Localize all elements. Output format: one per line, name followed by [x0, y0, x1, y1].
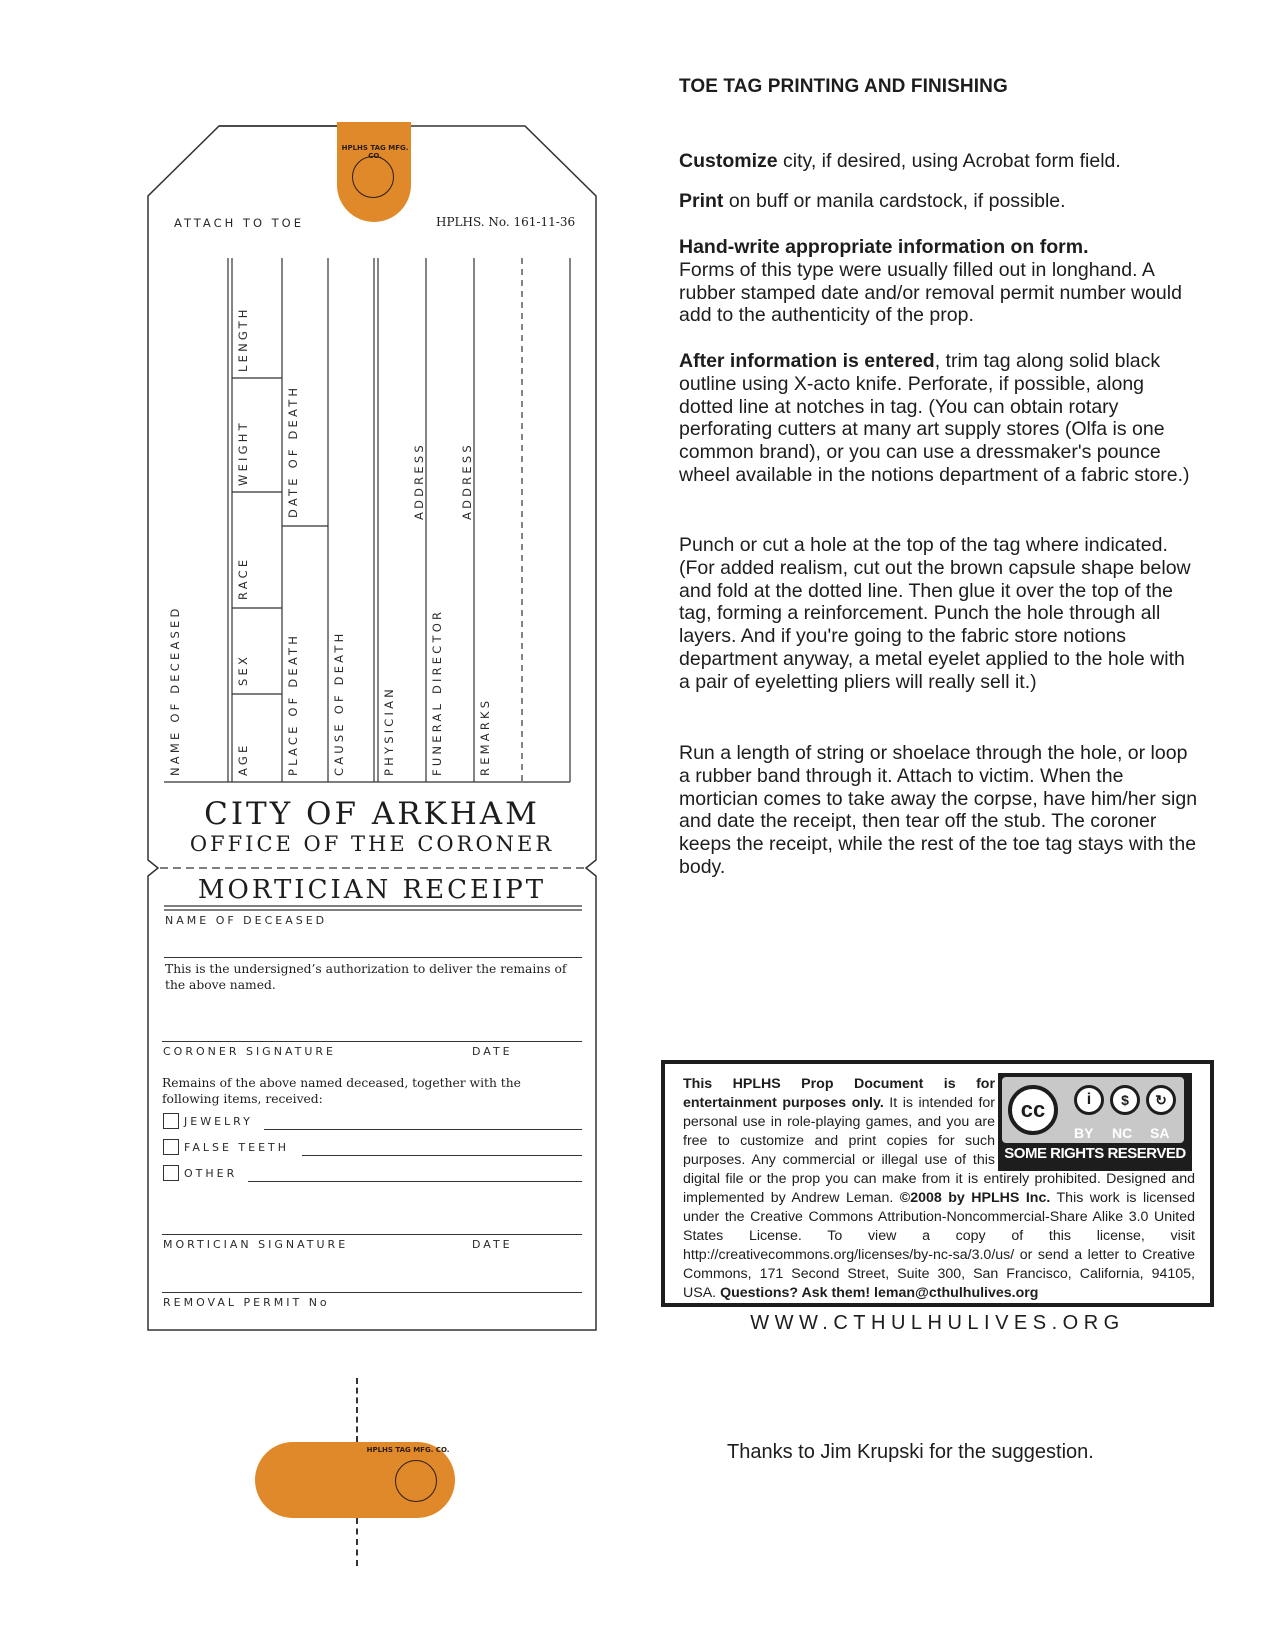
- run-paragraph: [679, 742, 1199, 879]
- label-physician-address: ADDRESS: [412, 442, 426, 520]
- capsule-stamp-text: HPLHS TAG MFG. CO.: [366, 1446, 450, 1454]
- label-sex: SEX: [236, 653, 250, 686]
- reinforcement-capsule: [255, 1442, 455, 1518]
- cc-by-label: BY: [1074, 1125, 1094, 1141]
- date-label-2: DATE: [472, 1238, 513, 1251]
- license-bold-intro: This HPLHS Prop Document is for entertainment purposes only.: [683, 1076, 995, 1111]
- by-icon: i: [1074, 1085, 1104, 1115]
- license-float-spacer: [995, 1075, 1195, 1159]
- jewelry-line: [264, 1129, 582, 1130]
- customize-bold: Customize: [679, 150, 778, 172]
- other-line: [248, 1181, 582, 1182]
- remains-text: Remains of the above named deceased, together with the following items, received:: [162, 1076, 521, 1106]
- license-copyright: ©2008 by HPLHS Inc.: [899, 1190, 1051, 1206]
- false-teeth-checkbox[interactable]: [163, 1139, 179, 1155]
- mortician-signature-line: [162, 1234, 582, 1235]
- hplhs-number: HPLHS. No. 161-11-36: [436, 215, 576, 229]
- label-cause-of-death: CAUSE OF DEATH: [332, 630, 346, 776]
- reinforcement-stamp-text: HPLHS TAG MFG. CO.: [341, 144, 409, 160]
- removal-permit-label: REMOVAL PERMIT No: [163, 1296, 330, 1309]
- license-text-1: It is intended for personal use in role-playing games, and you are free to customize and print copies for such purposes. Any commercial or illegal use of this digital file or the prop you can make from it is entirely prohibited. Designed and implemented by Andrew Leman.: [683, 1095, 1195, 1206]
- after-paragraph: [679, 350, 1199, 487]
- mortician-signature-label: MORTICIAN SIGNATURE: [163, 1238, 349, 1251]
- print-rest: on buff or manila cardstock, if possible.: [723, 190, 1066, 212]
- other-label: OTHER: [184, 1167, 238, 1180]
- label-date-of-death: DATE OF DEATH: [286, 384, 300, 518]
- handwrite-rest: Forms of this type were usually filled out in longhand. A rubber stamped date and/or removal permit number would add to the authenticity of the prop.: [679, 258, 1182, 327]
- false-teeth-line: [302, 1155, 582, 1156]
- office-title: OFFICE OF THE CORONER: [189, 832, 555, 856]
- false-teeth-label: FALSE TEETH: [184, 1141, 290, 1154]
- city-title: CITY OF ARKHAM: [204, 796, 540, 832]
- cc-nc-label: NC: [1112, 1125, 1133, 1141]
- coroner-signature-line: [162, 1041, 582, 1042]
- sa-icon: ↻: [1146, 1085, 1176, 1115]
- label-race: RACE: [236, 556, 250, 600]
- label-physician: PHYSICIAN: [382, 686, 396, 776]
- cc-sa-label: SA: [1150, 1125, 1170, 1141]
- print-paragraph: [679, 190, 1199, 213]
- punch-paragraph: [679, 534, 1199, 694]
- handwrite-bold: Hand-write appropriate information on form.: [679, 236, 1089, 258]
- license-questions: Questions? Ask them! leman@cthulhulives.org: [720, 1285, 1039, 1301]
- customize-paragraph: [679, 150, 1199, 173]
- capsule-hole-ring: [395, 1460, 437, 1502]
- label-name-of-deceased: NAME OF DECEASED: [168, 605, 182, 776]
- after-bold: After information is entered: [679, 350, 935, 372]
- coroner-signature-label: CORONER SIGNATURE: [163, 1045, 336, 1058]
- fold-line-top: [356, 1378, 358, 1442]
- punch-hole-ring: [352, 156, 394, 198]
- tag-reinforcement: [337, 122, 411, 222]
- website-url[interactable]: WWW.CTHULHULIVES.ORG: [750, 1312, 1125, 1334]
- receipt-title: MORTICIAN RECEIPT: [197, 875, 547, 905]
- label-funeral-address: ADDRESS: [460, 442, 474, 520]
- license-box: [661, 1060, 1214, 1307]
- receipt-name-line: [164, 957, 582, 958]
- punch-text: Punch or cut a hole at the top of the tag where indicated. (For added realism, cut out the brown capsule shape below and fold at the dotted line. Then glue it over the top of the tag, forming a reinforcement. Punch the hole through all layers. And if you're going to the fabric store notions department anyway, a metal eyelet applied to the hole with a pair of eyeletting pliers will really sell it.): [679, 534, 1191, 693]
- label-length: LENGTH: [236, 306, 250, 372]
- after-rest: , trim tag along solid black outline using X-acto knife. Perforate, if possible, along dotted line at notches in tag. (You can obtain rotary perforating cutters at many art supply stores (Olfa is one common brand), or you can use a dressmaker's pounce wheel available in the notions department of a fabric store.): [679, 350, 1190, 486]
- instructions-heading: TOE TAG PRINTING AND FINISHING: [679, 76, 1008, 97]
- authorization-text: This is the undersigned’s authorization to deliver the remains of the above named.: [165, 962, 567, 992]
- receipt-name-label: NAME OF DECEASED: [165, 914, 328, 927]
- run-text: Run a length of string or shoelace through the hole, or loop a rubber band through it. Attach to victim. When the mortician comes to take away the corpse, have him/her sign and date the receipt, then tear off the stub. The coroner keeps the receipt, while the rest of the toe tag stays with the body.: [679, 742, 1198, 878]
- label-weight: WEIGHT: [236, 420, 250, 486]
- cc-icon: cc: [1008, 1085, 1058, 1135]
- handwrite-paragraph: [679, 236, 1199, 327]
- jewelry-label: JEWELRY: [184, 1115, 253, 1128]
- fold-line-bottom: [356, 1518, 358, 1566]
- some-rights-reserved: SOME RIGHTS RESERVED: [1004, 1145, 1186, 1162]
- customize-rest: city, if desired, using Acrobat form field.: [777, 150, 1121, 172]
- nc-icon: $: [1110, 1085, 1140, 1115]
- removal-permit-line: [162, 1292, 582, 1293]
- other-checkbox[interactable]: [163, 1165, 179, 1181]
- print-bold: Print: [679, 190, 724, 212]
- license-text-2: This work is licensed under the Creative Commons Attribution-Noncommercial-Share Alike 3.0 United States License. To view a copy of this license, visit http://creativecommons.org/licenses/by-nc-sa/3.0/us/ or send a letter to Creative Commons, 171 Second Street, Suite 300, San Francisco, California, 94105, USA.: [683, 1190, 1195, 1301]
- license-text: [683, 1075, 1195, 1303]
- label-remarks: REMARKS: [478, 697, 492, 776]
- label-age: AGE: [236, 742, 250, 776]
- label-funeral-director: FUNERAL DIRECTOR: [430, 608, 444, 776]
- date-label-1: DATE: [472, 1045, 513, 1058]
- label-place-of-death: PLACE OF DEATH: [286, 632, 300, 776]
- thanks-text: Thanks to Jim Krupski for the suggestion.: [727, 1441, 1094, 1463]
- attach-to-toe-label: ATTACH TO TOE: [174, 216, 305, 230]
- jewelry-checkbox[interactable]: [163, 1113, 179, 1129]
